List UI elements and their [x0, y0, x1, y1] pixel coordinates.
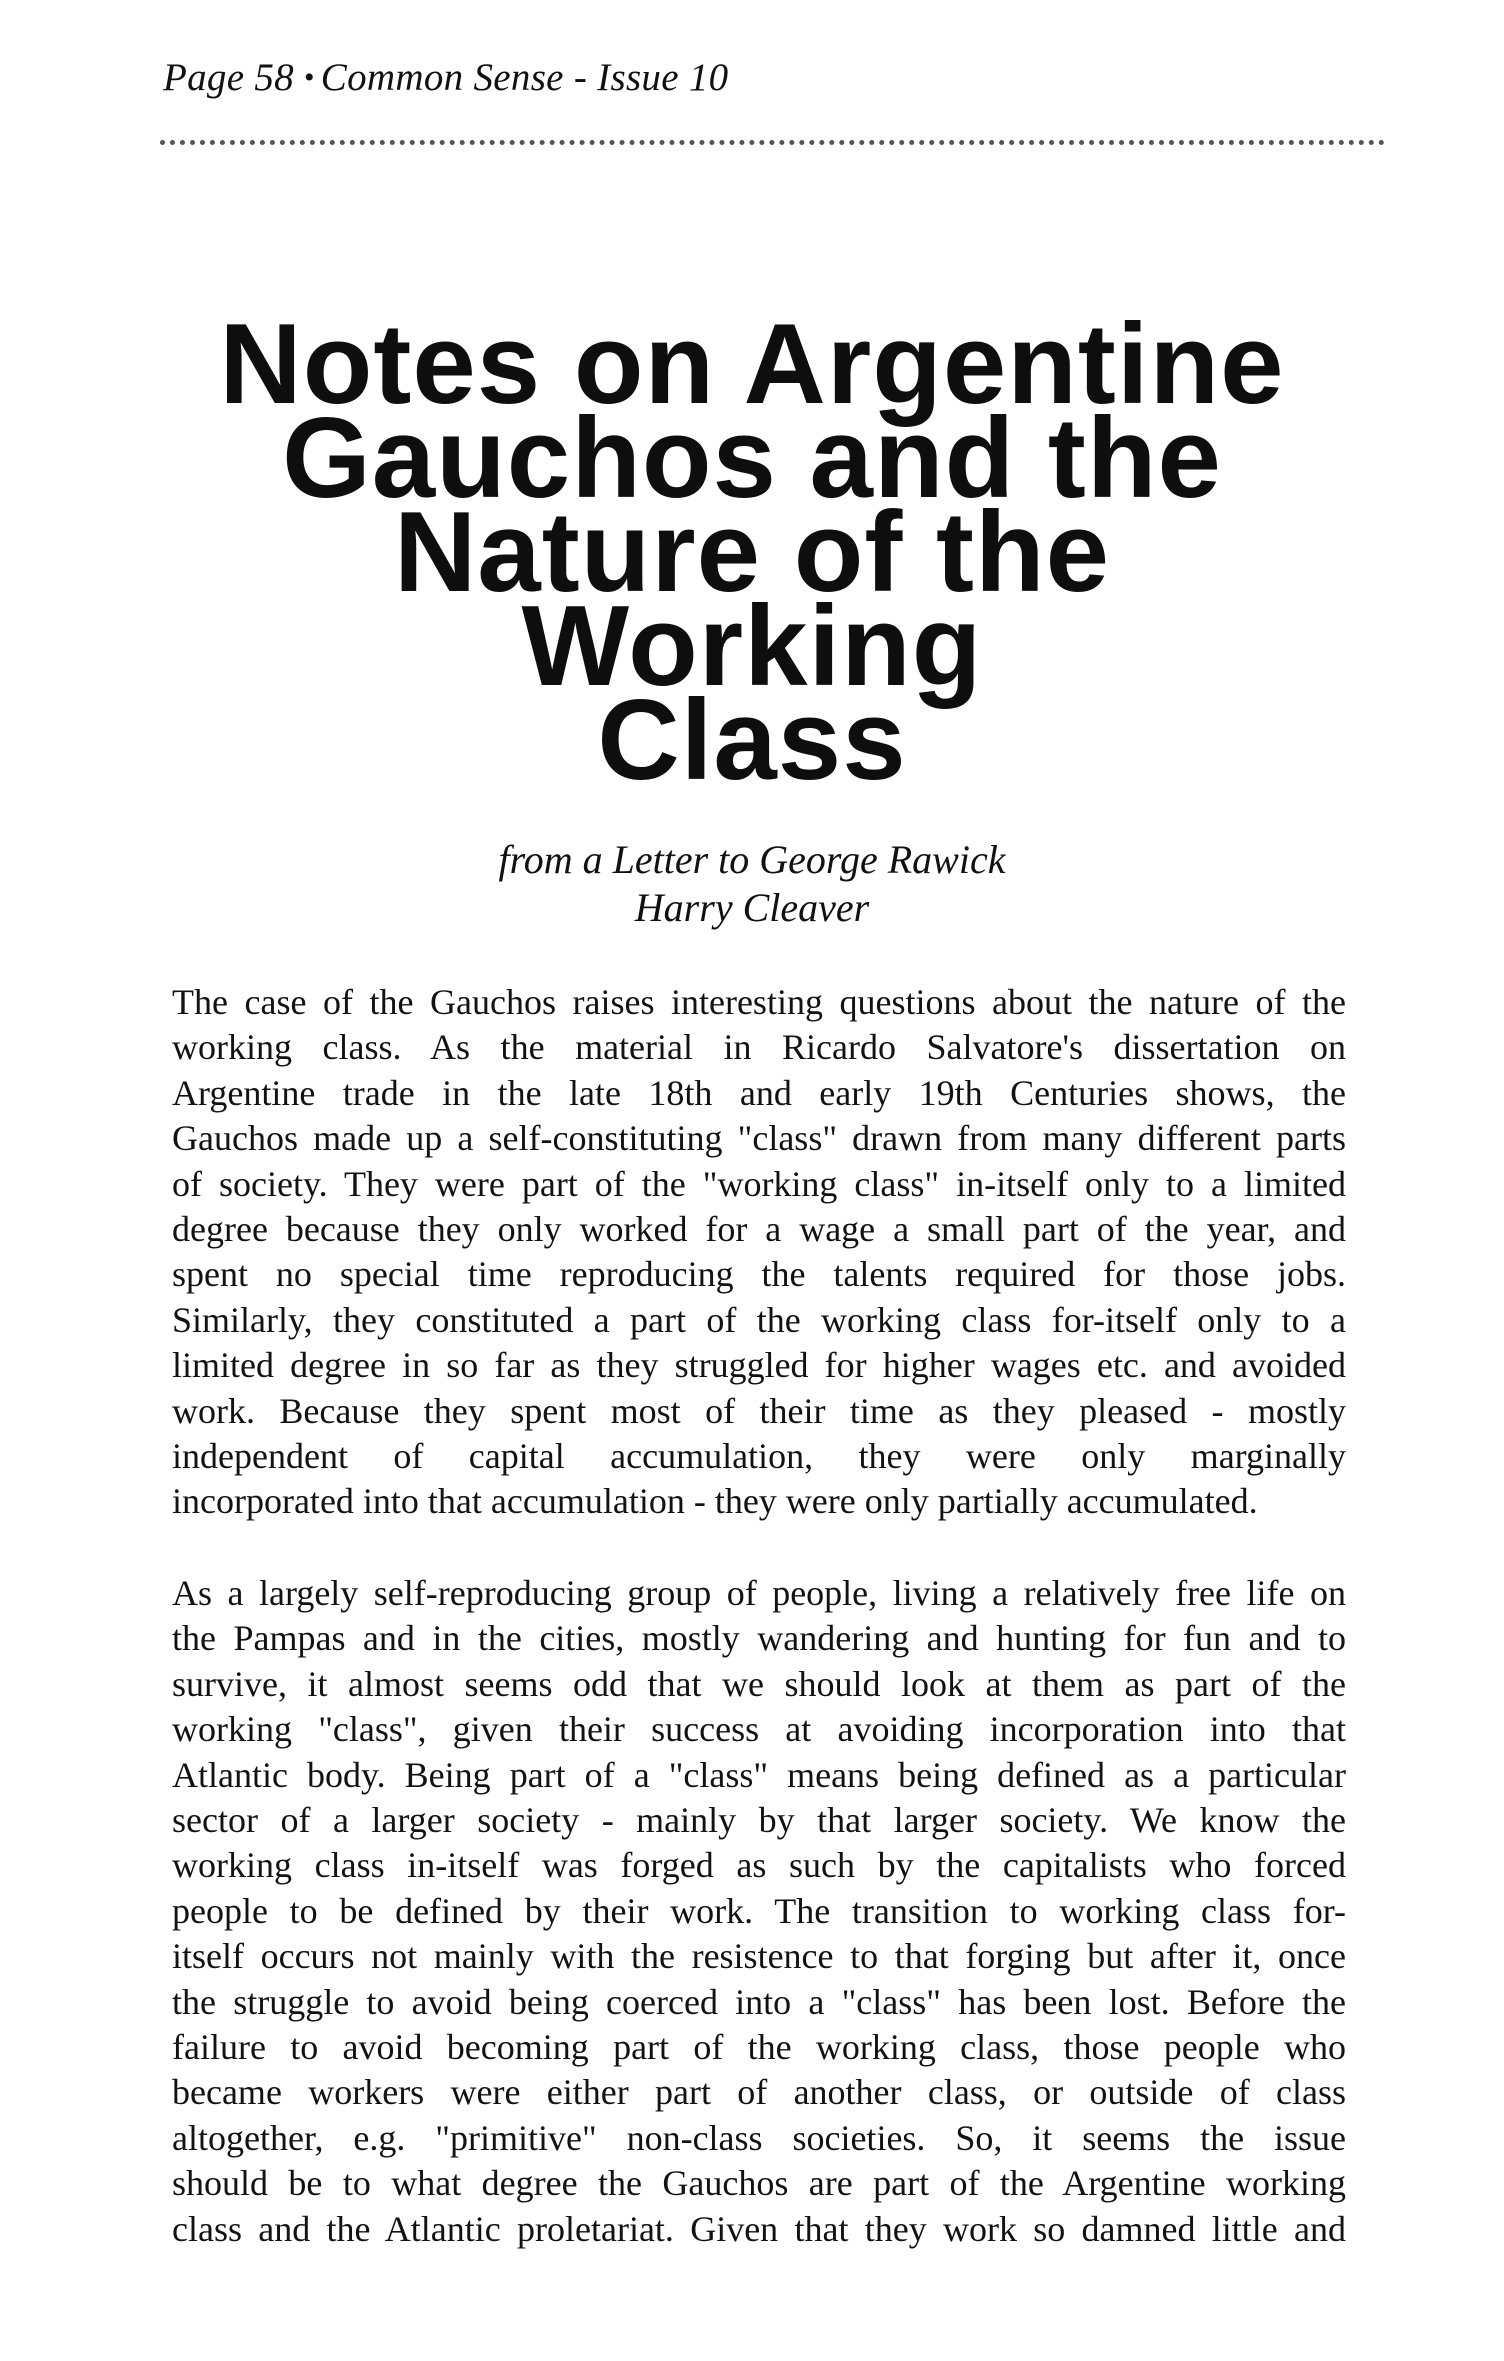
paragraph-2 [172, 1571, 1346, 2252]
page-number: Page 58 [163, 56, 294, 99]
header-dotted-rule [160, 140, 1385, 145]
text-line: independent of capital accumulation, they were only marginally [172, 1436, 1346, 1477]
text-line: people to be defined by their work. The transition to working class for- [172, 1890, 1346, 1931]
running-header [163, 55, 728, 100]
text-line: became workers were either part of another class, or outside of class [172, 2072, 1346, 2113]
text-line: spent no special time reproducing the talents required for those jobs. [172, 1254, 1346, 1295]
text-line: of society. They were part of the "working class" in-itself only to a limited [172, 1163, 1346, 1204]
article-body [172, 980, 1346, 2252]
publication-issue: Common Sense - Issue 10 [320, 56, 729, 99]
text-line: class and the Atlantic proletariat. Given that they work so damned little and [172, 2208, 1346, 2249]
text-line: survive, it almost seems odd that we should look at them as part of the [172, 1663, 1346, 1704]
text-line: Gauchos made up a self-constituting "class" drawn from many different parts [172, 1118, 1346, 1159]
text-line: working class in-itself was forged as such by the capitalists who forced [172, 1845, 1346, 1886]
title-line: Gauchos and the [282, 395, 1222, 522]
text-line: The case of the Gauchos raises interesting questions about the nature of the [172, 982, 1346, 1022]
text-line: work. Because they spent most of their time as they pleased - mostly [172, 1390, 1346, 1431]
byline [150, 836, 1354, 932]
text-line: the Pampas and in the cities, mostly wandering and hunting for fun and to [172, 1618, 1346, 1659]
text-line: itself occurs not mainly with the resistence to that forging but after it, once [172, 1936, 1346, 1977]
text-line: Similarly, they constituted a part of the working class for-itself only to a [172, 1299, 1346, 1340]
text-line: the struggle to avoid being coerced into a "class" has been lost. Before the [172, 1981, 1346, 2022]
text-line: Argentine trade in the late 18th and early 19th Centuries shows, the [172, 1072, 1346, 1113]
paragraph-1 [172, 980, 1346, 1525]
text-line: altogether, e.g. "primitive" non-class societies. So, it seems the issue [172, 2117, 1346, 2158]
text-line: As a largely self-reproducing group of people, living a relatively free life on [172, 1572, 1346, 1613]
title-line: Nature of the Working [393, 489, 1111, 710]
header-separator: • [303, 61, 315, 94]
text-line: Atlantic body. Being part of a "class" means being defined as a particular [172, 1754, 1346, 1795]
text-line: limited degree in so far as they struggled for higher wages etc. and avoided [172, 1345, 1346, 1386]
text-line: degree because they only worked for a wage a small part of the year, and [172, 1209, 1346, 1250]
text-line: sector of a larger society - mainly by that larger society. We know the [172, 1799, 1346, 1840]
article-subtitle: from a Letter to George Rawick [498, 837, 1006, 882]
text-line: working class. As the material in Ricardo Salvatore's dissertation on [172, 1027, 1346, 1068]
text-line: failure to avoid becoming part of the working class, those people who [172, 2026, 1346, 2067]
article-title [150, 301, 1354, 804]
author-name: Harry Cleaver [634, 885, 870, 930]
title-line: Notes on Argentine [219, 301, 1285, 428]
title-line: Class [597, 677, 907, 804]
text-line: working "class", given their success at avoiding incorporation into that [172, 1709, 1346, 1750]
text-line: incorporated into that accumulation - they were only partially accumulated. [172, 1481, 1258, 1522]
text-line: should be to what degree the Gauchos are part of the Argentine working [172, 2163, 1346, 2204]
